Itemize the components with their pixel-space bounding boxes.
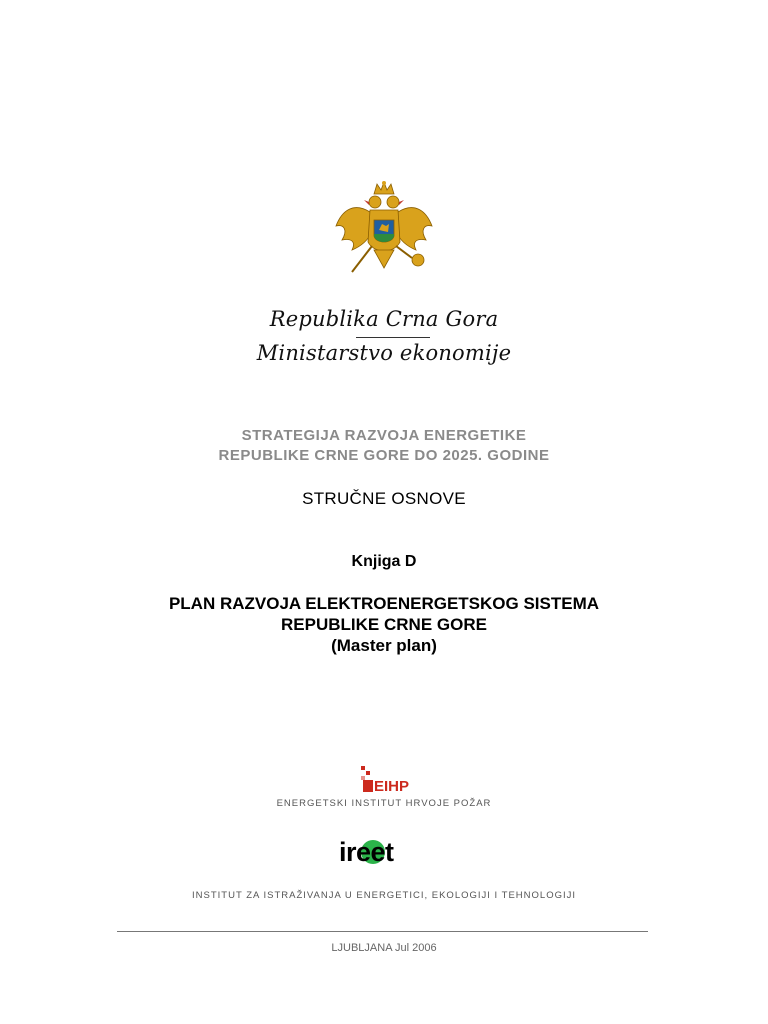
coat-of-arms-icon [334, 180, 434, 285]
eihp-logo-text: EIHP [374, 778, 410, 794]
book-label: Knjiga D [351, 553, 417, 570]
ireet-logo [337, 834, 431, 870]
eihp-logo [361, 766, 421, 794]
ministry-name: Ministarstvo ekonomije [256, 341, 512, 365]
subtitle: STRUČNE OSNOVE [302, 489, 466, 508]
ireet-institute-name: INSTITUT ZA ISTRAŽIVANJA U ENERGETICI, EKOLOGIJI I TEHNOLOGIJI [192, 890, 576, 901]
plan-title-line3: (Master plan) [331, 636, 437, 655]
header-divider [356, 337, 430, 338]
plan-title-line2: REPUBLIKE CRNE GORE [281, 615, 487, 634]
footer-divider [117, 931, 648, 932]
eihp-institute-name: ENERGETSKI INSTITUT HRVOJE POŽAR [276, 798, 492, 809]
place-date: LJUBLJANA Jul 2006 [331, 942, 437, 954]
plan-title-line1: PLAN RAZVOJA ELEKTROENERGETSKOG SISTEMA [168, 594, 600, 613]
strategy-title-line2: REPUBLIKE CRNE GORE DO 2025. GODINE [218, 447, 550, 464]
republic-name: Republika Crna Gora [269, 307, 499, 331]
ireet-logo-text: ireet [339, 837, 394, 867]
strategy-title-line1: STRATEGIJA RAZVOJA ENERGETIKE [241, 427, 527, 444]
